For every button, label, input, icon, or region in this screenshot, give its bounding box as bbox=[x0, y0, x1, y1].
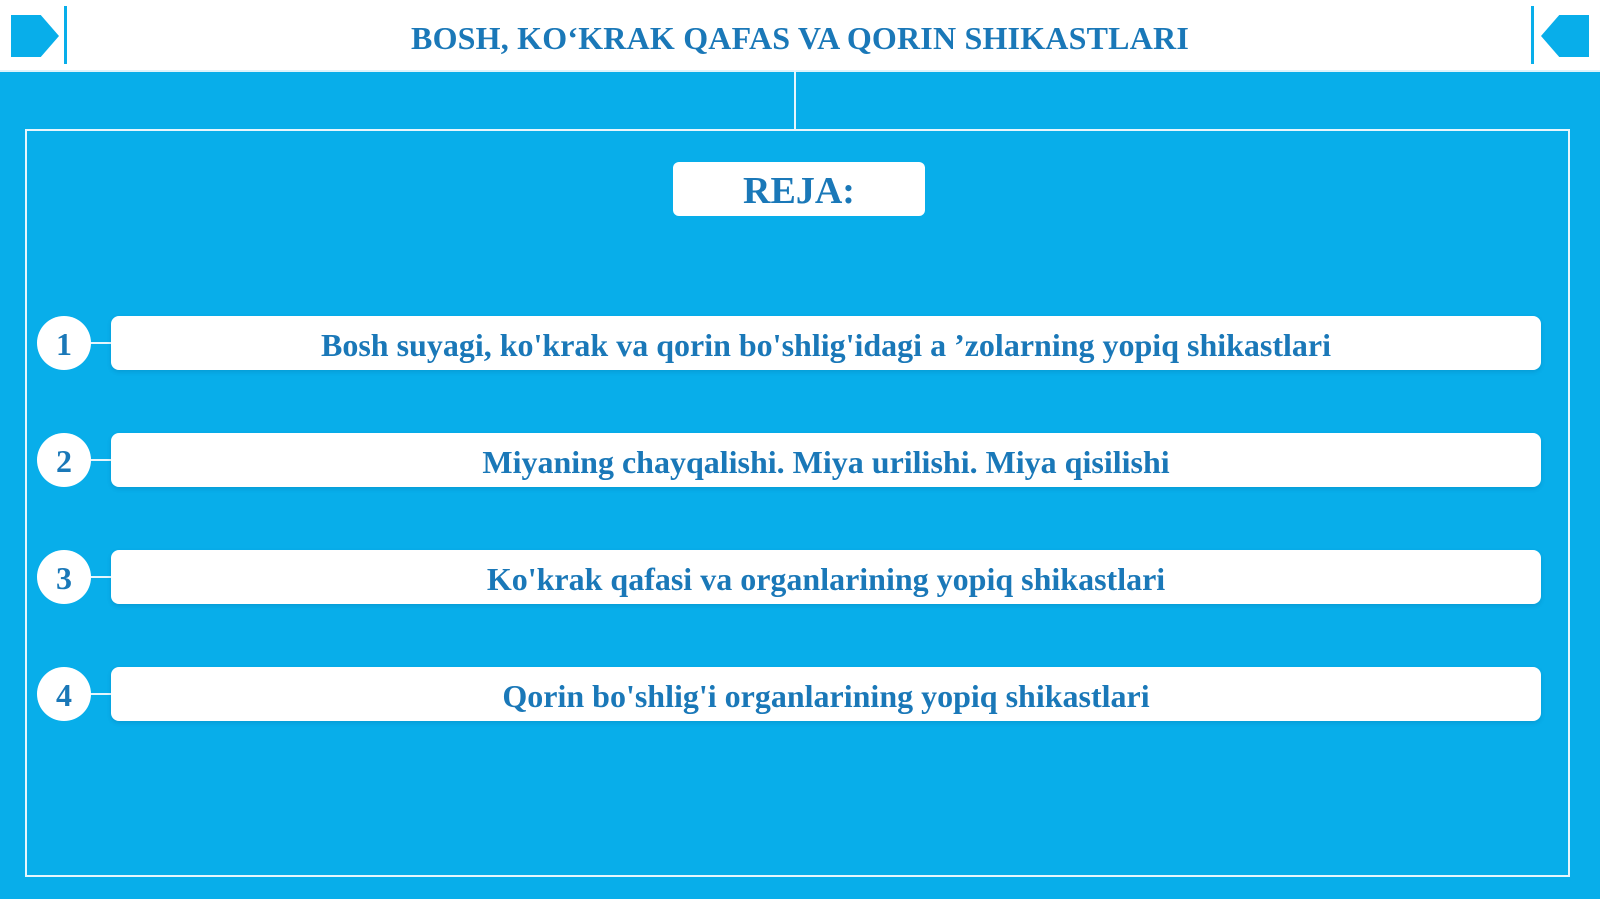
plan-item bbox=[37, 316, 1541, 372]
arrow-left-shape-icon bbox=[1541, 15, 1589, 57]
header-divider-right bbox=[1531, 6, 1534, 64]
arrow-right-shape-icon bbox=[11, 15, 59, 57]
slide-title: BOSH, KO‘KRAK QAFAS VA QORIN SHIKASTLARI bbox=[411, 20, 1189, 56]
plan-item-text: Miyaning chayqalishi. Miya urilishi. Miya qisilishi bbox=[111, 433, 1541, 487]
plan-item-number: 4 bbox=[37, 667, 91, 721]
header-bar bbox=[0, 0, 1600, 72]
plan-item-connector bbox=[91, 342, 111, 344]
plan-item bbox=[37, 550, 1541, 606]
plan-item-connector bbox=[91, 459, 111, 461]
plan-item-connector bbox=[91, 576, 111, 578]
plan-item-text: Ko'krak qafasi va organlarining yopiq shikastlari bbox=[111, 550, 1541, 604]
plan-item-number: 1 bbox=[37, 316, 91, 370]
plan-heading: REJA: bbox=[673, 162, 925, 216]
plan-item-text: Bosh suyagi, ko'krak va qorin bo'shlig'idagi a ’zolarning yopiq shikastlari bbox=[111, 316, 1541, 370]
plan-item-text: Qorin bo'shlig'i organlarining yopiq shikastlari bbox=[111, 667, 1541, 721]
plan-item-number: 2 bbox=[37, 433, 91, 487]
content-frame bbox=[25, 129, 1570, 877]
header-connector-line bbox=[794, 70, 796, 130]
plan-item-number: 3 bbox=[37, 550, 91, 604]
header-divider-left bbox=[64, 6, 67, 64]
plan-item-connector bbox=[91, 693, 111, 695]
plan-item bbox=[37, 667, 1541, 723]
plan-item bbox=[37, 433, 1541, 489]
